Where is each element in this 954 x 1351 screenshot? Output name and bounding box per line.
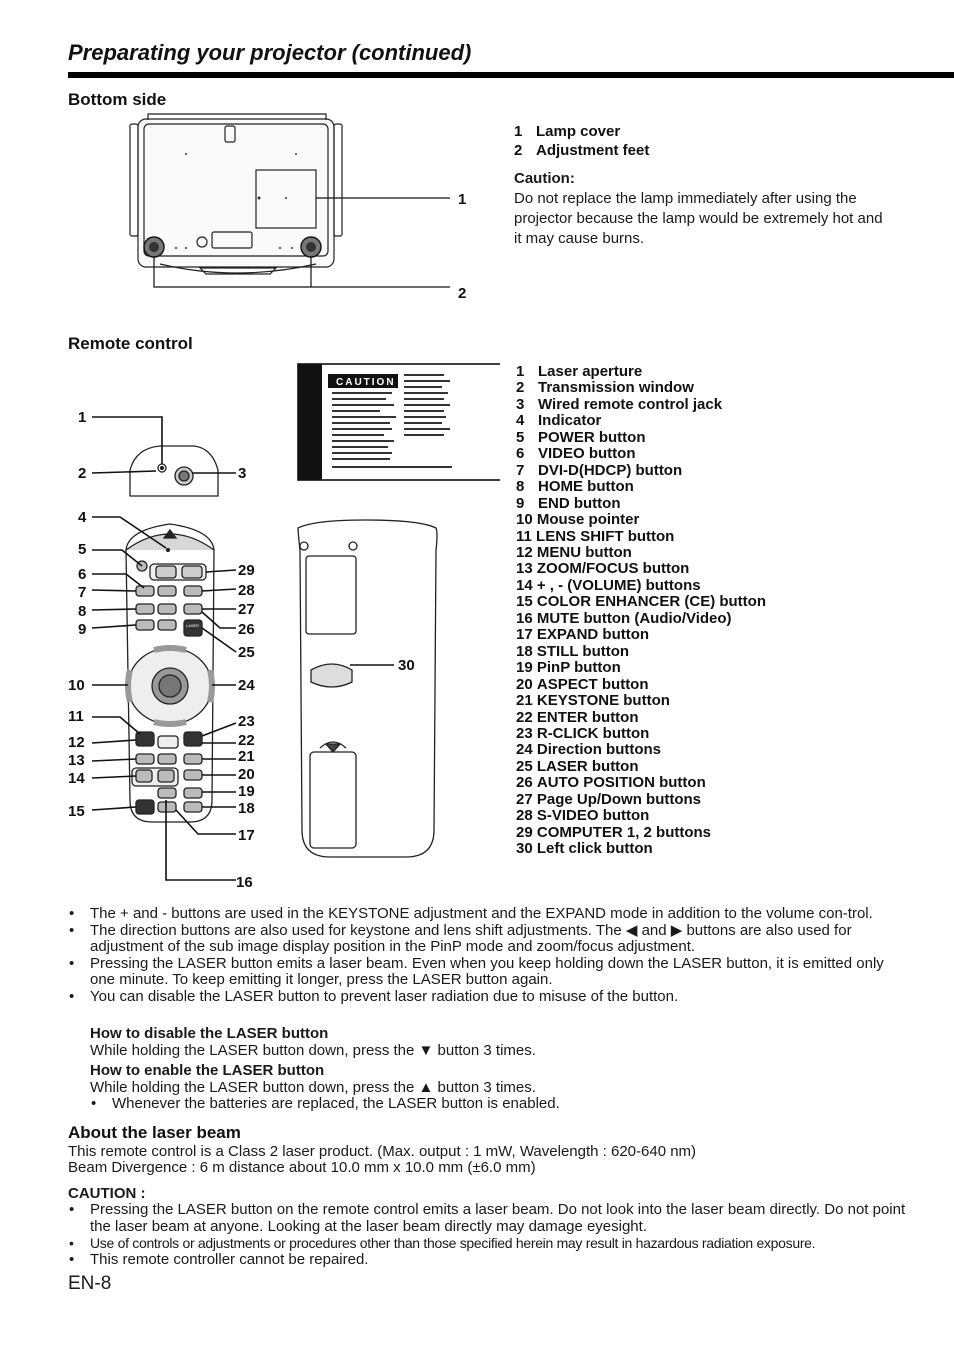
list-item: 28 S-VIDEO button [516, 807, 650, 825]
remote-callout-21: 21 [238, 748, 255, 765]
list-item: 21 KEYSTONE button [516, 692, 670, 710]
list-item: 15 COLOR ENHANCER (CE) button [516, 593, 766, 611]
list-item: 25 LASER button [516, 757, 639, 775]
list-item: • The direction buttons are also used for keystone and lens shift adjustments. The ◀ and ▶ buttons are also used for adjustment of the sub image display position in the PinP mode and zoom/focus adjustment. [68, 923, 910, 956]
remote-callout-7: 7 [78, 584, 87, 601]
remote-callout-18: 18 [238, 800, 255, 817]
list-item: 27 Page Up/Down buttons [516, 790, 702, 808]
list-item: 1 Lamp cover [514, 123, 621, 140]
remote-callout-22: 22 [238, 732, 255, 749]
list-item: 6 VIDEO button [516, 445, 636, 463]
remote-callout-11: 11 [68, 708, 84, 725]
list-item: • Pressing the LASER button on the remote control emits a laser beam. Do not look into the laser beam directly. Do not point the laser beam at anyone. Looking at the laser beam directly may damage eyesight. [68, 1202, 910, 1235]
enable-laser-notes [90, 1096, 910, 1113]
list-item: 18 STILL button [516, 642, 630, 660]
list-item: 20 ASPECT button [516, 675, 649, 693]
lamp-caution [514, 169, 894, 249]
svg-text:LASER: LASER [186, 623, 200, 628]
remote-callout-26: 26 [238, 621, 255, 638]
list-item: 3 Wired remote control jack [516, 395, 723, 413]
bottom-side-parts-list [514, 122, 649, 160]
remote-callout-12: 12 [68, 734, 85, 751]
list-item: 1 Laser aperture [516, 363, 643, 380]
remote-callout-17: 17 [238, 827, 255, 844]
enable-laser-heading: How to enable the LASER button [90, 1062, 325, 1079]
remote-callout-4: 4 [78, 509, 87, 526]
remote-callout-16: 16 [236, 874, 253, 891]
list-item: 22 ENTER button [516, 708, 639, 726]
remote-control-illustration [60, 360, 500, 900]
laser-caution-label: CAUTION : [68, 1185, 146, 1202]
remote-callout-25: 25 [238, 644, 255, 661]
page-number: EN-8 [68, 1273, 112, 1294]
remote-callout-24: 24 [238, 677, 255, 694]
list-item: 11 LENS SHIFT button [516, 527, 675, 545]
list-item: 26 AUTO POSITION button [516, 774, 706, 792]
list-item: 2 Transmission window [516, 379, 694, 397]
enable-laser-instructions [90, 1063, 910, 1096]
list-item: • This remote controller cannot be repaired. [68, 1252, 910, 1269]
remote-parts-list [516, 364, 766, 858]
disable-laser-instructions [90, 1026, 910, 1059]
remote-callout-15: 15 [68, 803, 85, 820]
list-item: • Use of controls or adjustments or procedures other than those specified herein may result in hazardous radiation exposure. [68, 1235, 910, 1252]
remote-callout-6: 6 [78, 566, 87, 583]
list-item: 12 MENU button [516, 543, 632, 561]
bottom-callout-1: 1 [458, 191, 467, 208]
list-item: 17 EXPAND button [516, 626, 650, 644]
remote-callout-30: 30 [398, 657, 415, 674]
list-item: 9 END button [516, 494, 621, 512]
list-item: 16 MUTE button (Audio/Video) [516, 609, 732, 627]
caution-label-sticker [298, 364, 500, 480]
caution-label: Caution: [514, 170, 575, 187]
remote-callout-23: 23 [238, 713, 255, 730]
laser-beam-line-2: Beam Divergence : 6 m distance about 10.0 mm x 10.0 mm (±6.0 mm) [68, 1159, 536, 1176]
remote-callout-13: 13 [68, 752, 85, 769]
remote-callout-5: 5 [78, 541, 87, 558]
list-item: 23 R-CLICK button [516, 724, 650, 742]
list-item: • Pressing the LASER button emits a laser beam. Even when you keep holding down the LASER button, it is emitted only one minute. To keep emitting it longer, press the LASER button again. [68, 956, 910, 989]
disable-laser-heading: How to disable the LASER button [90, 1025, 329, 1042]
bottom-callout-2: 2 [458, 285, 467, 302]
list-item: • You can disable the LASER button to prevent laser radiation due to misuse of the button. [68, 989, 910, 1006]
laser-beam-heading: About the laser beam [68, 1123, 241, 1142]
remote-callout-3: 3 [238, 465, 247, 482]
list-item: 24 Direction buttons [516, 741, 662, 759]
caution-text: Do not replace the lamp immediately after using the projector because the lamp would be extremely hot and it may cause burns. [514, 190, 883, 247]
list-item: 5 POWER button [516, 428, 646, 446]
usage-notes [68, 906, 910, 1005]
list-item: 7 DVI-D(HDCP) button [516, 461, 683, 479]
list-item: 30 Left click button [516, 840, 653, 858]
remote-callout-9: 9 [78, 621, 87, 638]
page-title: Preparating your projector (continued) [68, 40, 472, 65]
list-item: 13 ZOOM/FOCUS button [516, 560, 690, 578]
list-item: 29 COMPUTER 1, 2 buttons [516, 823, 712, 841]
remote-callout-19: 19 [238, 783, 255, 800]
laser-caution-list [68, 1202, 910, 1268]
list-item: 14 + , - (VOLUME) buttons [516, 576, 701, 594]
remote-callout-14: 14 [68, 770, 85, 787]
remote-callout-1: 1 [78, 409, 87, 426]
remote-callout-29: 29 [238, 562, 255, 579]
bottom-side-heading: Bottom side [68, 90, 167, 109]
remote-callout-8: 8 [78, 603, 87, 620]
list-item: • The + and - buttons are used in the KEYSTONE adjustment and the EXPAND mode in addition to the volume con-trol. [68, 906, 910, 923]
laser-beam-line-1: This remote control is a Class 2 laser product. (Max. output : 1 mW, Wavelength : 620-640 nm) [68, 1143, 697, 1160]
projector-bottom-illustration [120, 112, 480, 307]
list-item: 19 PinP button [516, 659, 621, 677]
remote-callout-20: 20 [238, 766, 255, 783]
remote-callout-27: 27 [238, 601, 255, 618]
remote-callout-10: 10 [68, 677, 85, 694]
list-item: 2 Adjustment feet [514, 142, 650, 159]
remote-callout-2: 2 [78, 465, 87, 482]
list-item: 4 Indicator [516, 412, 602, 430]
list-item: 8 HOME button [516, 478, 634, 496]
list-item: • Whenever the batteries are replaced, the LASER button is enabled. [90, 1096, 910, 1113]
list-item: 10 Mouse pointer [516, 511, 640, 529]
enable-laser-text: While holding the LASER button down, press the ▲ button 3 times. [90, 1078, 536, 1096]
disable-laser-text: While holding the LASER button down, press the ▼ button 3 times. [90, 1041, 536, 1059]
svg-text:CAUTION: CAUTION [336, 377, 396, 388]
remote-control-heading: Remote control [68, 334, 193, 353]
title-rule [68, 72, 954, 78]
remote-callout-28: 28 [238, 582, 255, 599]
